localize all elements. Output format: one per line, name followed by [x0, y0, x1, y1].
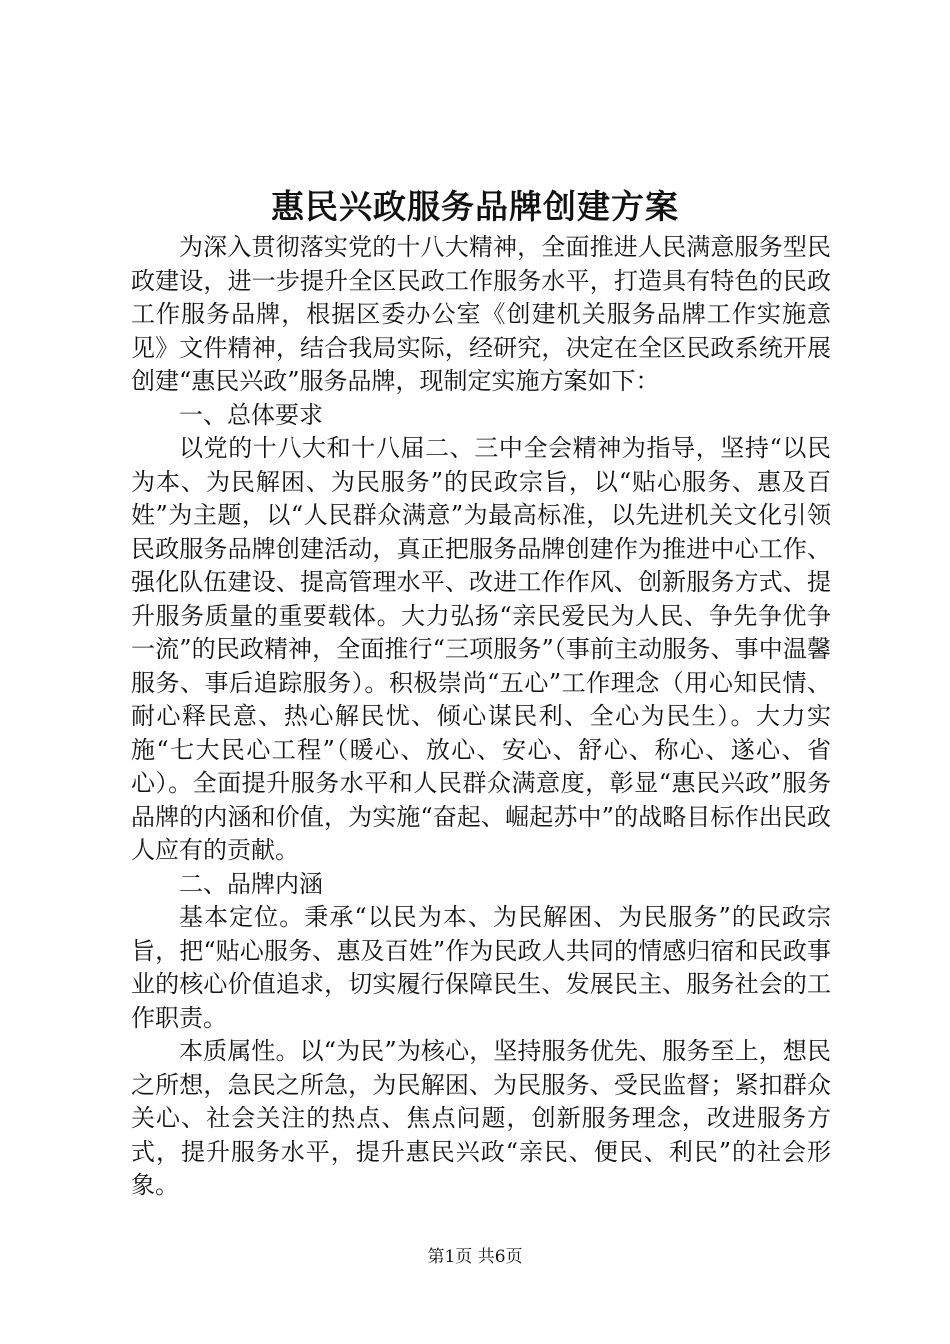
paragraph-intro: 为深入贯彻落实党的十八大精神，全面推进人民满意服务型民政建设，进一步提升全区民政工作服务水平，打造具有特色的民政工作服务品牌，根据区委办公室《创建机关服务品牌工作实施意见》文件精神，结合我局实际，经研究，决定在全区民政系统开展创建“惠民兴政”服务品牌，现制定实施方案如下： [131, 233, 831, 395]
page-footer: 第1页 共6页 [427, 1247, 523, 1267]
section-heading-overall-requirements: 一、总体要求 [179, 400, 323, 429]
section-heading-brand-connotation: 二、品牌内涵 [179, 869, 323, 898]
document-body [131, 231, 831, 1203]
paragraph-essential-attributes: 本质属性。以“为民”为核心，坚持服务优先、服务至上，想民之所想，急民之所急，为民解困、为民服务、受民监督；紧扣群众关心、社会关注的热点、焦点问题，创新服务理念，改进服务方式，提升服务水平，提升惠民兴政“亲民、便民、利民”的社会形象。 [131, 1037, 831, 1199]
document-title: 惠民兴政服务品牌创建方案 [271, 187, 679, 226]
paragraph-basic-positioning: 基本定位。秉承“以民为本、为民解困、为民服务”的民政宗旨，把“贴心服务、惠及百姓”作为民政人共同的情感归宿和民政事业的核心价值追求，切实履行保障民生、发展民主、服务社会的工作职责。 [131, 903, 831, 1032]
paragraph-overall-requirements: 以党的十八大和十八届二、三中全会精神为指导，坚持“以民为本、为民解困、为民服务”的民政宗旨，以“贴心服务、惠及百姓”为主题，以“人民群众满意”为最高标准，以先进机关文化引领民政服务品牌创建活动，真正把服务品牌创建作为推进中心工作、强化队伍建设、提高管理水平、改进工作作风、创新服务方式、提升服务质量的重要载体。大力弘扬“亲民爱民为人民、争先争优争一流”的民政精神，全面推行“三项服务”（事前主动服务、事中温馨服务、事后追踪服务）。积极崇尚“五心”工作理念（用心知民情、耐心释民意、热心解民忧、倾心谋民利、全心为民生）。大力实施“七大民心工程”（暖心、放心、安心、舒心、称心、遂心、省心）。全面提升服务水平和人民群众满意度，彰显“惠民兴政”服务品牌的内涵和价值，为实施“奋起、崛起苏中”的战略目标作出民政人应有的贡献。 [131, 434, 831, 864]
